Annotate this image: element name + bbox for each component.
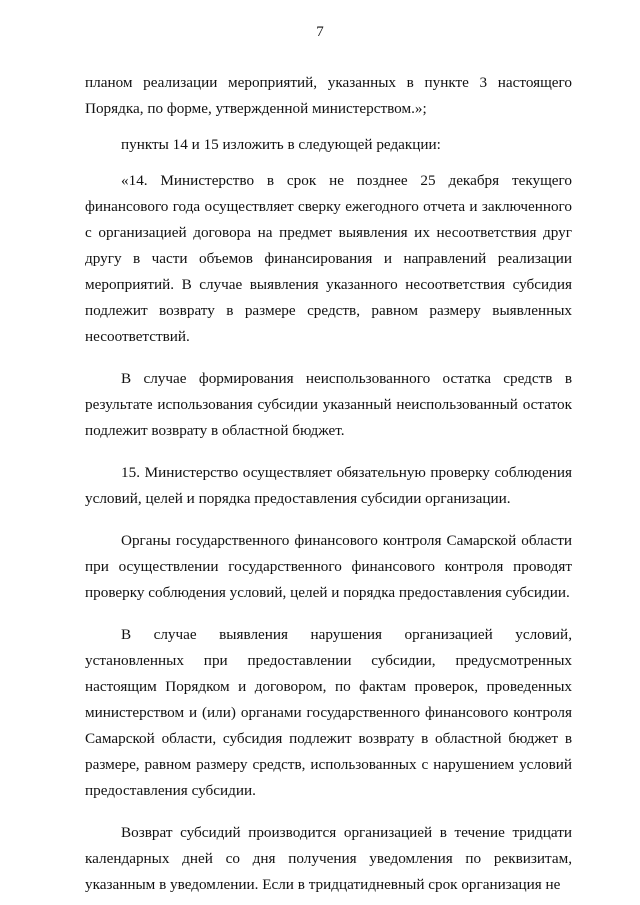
paragraph-continuation: планом реализации мероприятий, указанных в пункте 3 настоящего Порядка, по форме, утвержденной министерством.»; (85, 74, 572, 117)
paragraph-refund-procedure: Возврат субсидий производится организацией в течение тридцати календарных дней со дня получения уведомления по реквизитам, указанным в уведомлении. Если в тридцатидневный срок организация не (85, 824, 572, 893)
paragraph-financial-control: Органы государственного финансового контроля Самарской области при осуществлении государственного финансового контроля проводят проверку соблюдения условий, целей и порядка предоставления субсидии. (85, 532, 572, 601)
paragraph-clause-15: 15. Министерство осуществляет обязательную проверку соблюдения условий, целей и порядка предоставления субсидии организации. (85, 464, 572, 507)
page-number: 7 (316, 24, 324, 40)
paragraph-amendment-intro: пункты 14 и 15 изложить в следующей редакции: (121, 136, 441, 153)
paragraph-violation-case: В случае выявления нарушения организацией условий, установленных при предоставлении субсидии, предусмотренных настоящим Порядком и договором, по фактам проверок, проведенных министерством и (или) органами государственного финансового контроля Самарской области, субсидия подлежит возврату в областной бюджет в размере, равном размеру средств, использованных с нарушением условий предоставления субсидии. (85, 626, 572, 799)
document-body (85, 70, 572, 898)
paragraph-unused-balance: В случае формирования неиспользованного остатка средств в результате использования субсидии указанный неиспользованный остаток подлежит возврату в областной бюджет. (85, 370, 572, 439)
paragraph-clause-14: «14. Министерство в срок не позднее 25 декабря текущего финансового года осуществляет сверку ежегодного отчета и заключенного с организацией договора на предмет выявления их несоответствия друг другу в части объемов финансирования и направлений реализации мероприятий. В случае выявления указанного несоответствия субсидия подлежит возврату в размере средств, равном размеру выявленных несоответствий. (85, 172, 572, 345)
